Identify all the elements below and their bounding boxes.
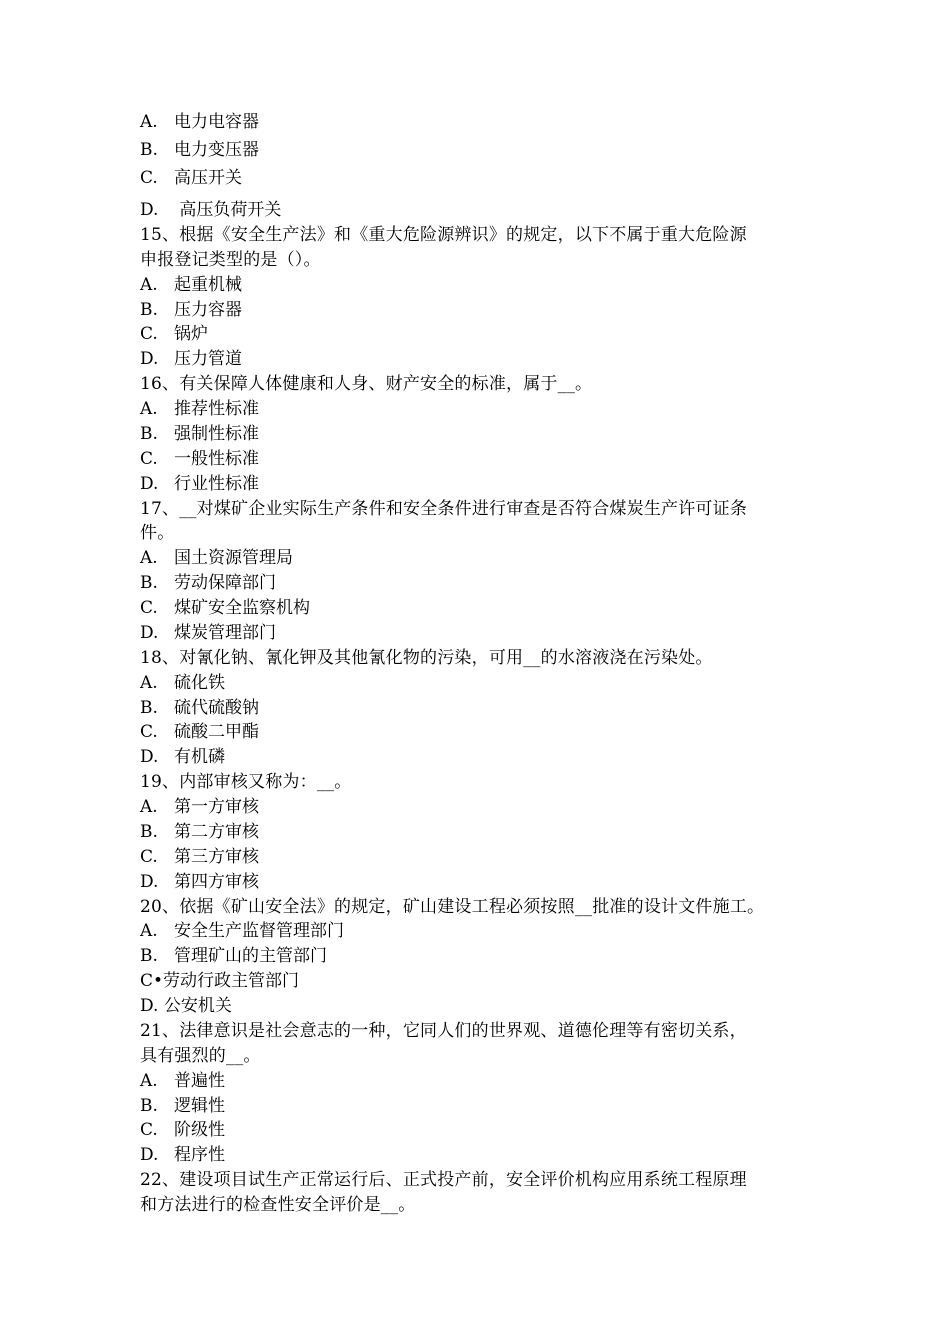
option-line: C. 一般性标准 — [140, 449, 259, 469]
question-text: 15、根据《安全生产法》和《重大危险源辨识》的规定，以下不属于重大危险源 — [140, 225, 747, 245]
option-line: A. 普遍性 — [140, 1071, 225, 1091]
option-line: D. 行业性标准 — [140, 474, 259, 494]
option-line: D. 有机磷 — [140, 747, 225, 767]
question-text: 和方法进行的检查性安全评价是__。 — [140, 1195, 416, 1215]
option-line: C. 硫酸二甲酯 — [140, 722, 259, 742]
option-line: B. 电力变压器 — [140, 140, 259, 160]
option-line: A. 推荐性标准 — [140, 399, 259, 419]
question-text: 件。 — [140, 523, 175, 543]
question-text: 具有强烈的__。 — [140, 1046, 261, 1066]
question-text: 21、法律意识是社会意志的一种，它同人们的世界观、道德伦理等有密切关系， — [140, 1021, 747, 1041]
option-line: A. 起重机械 — [140, 275, 242, 295]
option-line: D. 公安机关 — [140, 996, 232, 1016]
option-line: C. 煤矿安全监察机构 — [140, 598, 310, 618]
option-line: B. 劳动保障部门 — [140, 573, 276, 593]
option-line: C. 第三方审核 — [140, 847, 259, 867]
question-text: 20、依据《矿山安全法》的规定，矿山建设工程必须按照__批准的设计文件施工。 — [140, 897, 765, 917]
option-line: C. 锅炉 — [140, 324, 208, 344]
option-line: A. 硫化铁 — [140, 673, 225, 693]
option-line: B. 管理矿山的主管部门 — [140, 946, 327, 966]
option-line: C•劳动行政主管部门 — [140, 971, 300, 991]
option-line: B. 逻辑性 — [140, 1096, 225, 1116]
question-text: 17、__对煤矿企业实际生产条件和安全条件进行审查是否符合煤炭生产许可证条 — [140, 499, 748, 519]
option-line: A. 安全生产监督管理部门 — [140, 921, 344, 941]
option-line: C. 阶级性 — [140, 1120, 225, 1140]
option-line: D. 程序性 — [140, 1145, 225, 1165]
question-text: 22、建设项目试生产正常运行后、正式投产前，安全评价机构应用系统工程原理 — [140, 1170, 747, 1190]
option-line: B. 强制性标准 — [140, 424, 259, 444]
question-text: 申报登记类型的是（）。 — [140, 250, 321, 270]
option-line: B. 硫代硫酸钠 — [140, 698, 259, 718]
question-text: 19、内部审核又称为：__。 — [140, 772, 352, 792]
option-line: D. 煤炭管理部门 — [140, 623, 276, 643]
option-line: A. 第一方审核 — [140, 797, 259, 817]
option-line: B. 压力容器 — [140, 300, 242, 320]
option-line: D. 高压负荷开关 — [140, 200, 282, 220]
option-line: A. 国土资源管理局 — [140, 548, 293, 568]
option-line: A. 电力电容器 — [140, 112, 259, 132]
option-line: D. 第四方审核 — [140, 872, 259, 892]
option-line: B. 第二方审核 — [140, 822, 259, 842]
question-text: 18、对氰化钠、氰化钾及其他氰化物的污染，可用__的水溶液浇在污染处。 — [140, 648, 713, 668]
question-text: 16、有关保障人体健康和人身、财产安全的标准，属于__。 — [140, 374, 593, 394]
option-line: D. 压力管道 — [140, 349, 242, 369]
option-line: C. 高压开关 — [140, 168, 242, 188]
